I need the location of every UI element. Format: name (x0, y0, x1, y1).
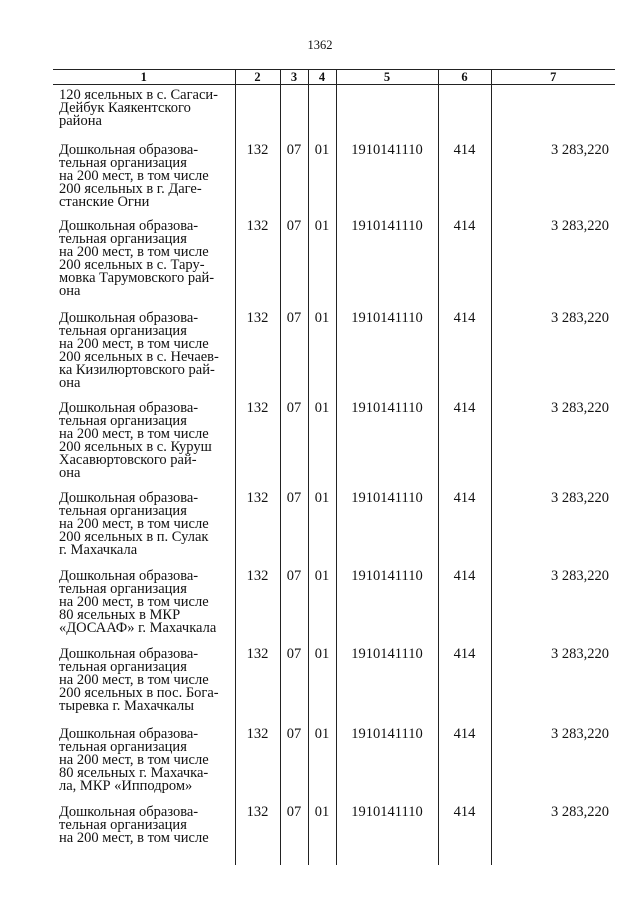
cell-section-code: 07 (280, 803, 308, 865)
cell-ministry-code: 132 (235, 217, 280, 309)
table-row (53, 489, 615, 567)
table-header-row (53, 70, 615, 85)
cell-name (53, 489, 235, 567)
cell-expense-type: 414 (438, 309, 491, 399)
cell-expense-type: 414 (438, 141, 491, 217)
header-col-7: 7 (491, 70, 615, 85)
table-row (53, 217, 615, 309)
cell-section-code: 07 (280, 645, 308, 725)
cell-ministry-code: 132 (235, 399, 280, 489)
cell-target-article: 1910141110 (336, 309, 438, 399)
cell-expense-type: 414 (438, 217, 491, 309)
cell-subsection-code: 01 (308, 567, 336, 645)
cell-ministry-code: 132 (235, 725, 280, 803)
cell-amount: 3 283,220 (491, 141, 615, 217)
organization-name: Дошкольная образова- тельная организация на 200 мест, в том числе 200 ясельных в с. Куруш Хасавюртовского рай- она (59, 399, 212, 481)
cell-subsection-code: 01 (308, 217, 336, 309)
cell-ministry-code: 132 (235, 567, 280, 645)
cell-name (53, 217, 235, 309)
cell-subsection-code: 01 (308, 141, 336, 217)
cell-subsection-code: 01 (308, 309, 336, 399)
cell-name (53, 645, 235, 725)
cell-subsection-code: 01 (308, 489, 336, 567)
cell-amount: 3 283,220 (491, 489, 615, 567)
cell-name (53, 309, 235, 399)
header-col-6: 6 (438, 70, 491, 85)
cell-section-code: 07 (280, 399, 308, 489)
cell-amount: 3 283,220 (491, 725, 615, 803)
cell-ministry-code (235, 85, 280, 141)
cell-ministry-code: 132 (235, 803, 280, 865)
cell-amount (491, 85, 615, 141)
cell-subsection-code: 01 (308, 645, 336, 725)
table-row (53, 725, 615, 803)
cell-ministry-code: 132 (235, 309, 280, 399)
cell-section-code: 07 (280, 309, 308, 399)
cell-subsection-code: 01 (308, 725, 336, 803)
cell-target-article: 1910141110 (336, 567, 438, 645)
organization-name: Дошкольная образова- тельная организация на 200 мест, в том числе (59, 803, 209, 846)
cell-ministry-code: 132 (235, 141, 280, 217)
cell-ministry-code: 132 (235, 645, 280, 725)
table-row (53, 645, 615, 725)
cell-target-article: 1910141110 (336, 803, 438, 865)
cell-section-code: 07 (280, 489, 308, 567)
organization-name: Дошкольная образова- тельная организация на 200 мест, в том числе 200 ясельных в пос. Бога- тыревка г. Махачкалы (59, 645, 219, 714)
header-col-1: 1 (53, 70, 235, 85)
cell-name (53, 567, 235, 645)
organization-name: Дошкольная образова- тельная организация на 200 мест, в том числе 200 ясельных в п. Сулак г. Махачкала (59, 489, 209, 558)
organization-name: Дошкольная образова- тельная организация на 200 мест, в том числе 200 ясельных в с. Нечаев- ка Кизилюртовского рай- она (59, 309, 219, 391)
cell-target-article: 1910141110 (336, 489, 438, 567)
header-col-3: 3 (280, 70, 308, 85)
cell-section-code (280, 85, 308, 141)
table-row (53, 309, 615, 399)
cell-amount: 3 283,220 (491, 217, 615, 309)
cell-amount: 3 283,220 (491, 567, 615, 645)
organization-name: 120 ясельных в с. Сагаси- Дейбук Каякентского района (59, 87, 218, 129)
table-row (53, 803, 615, 865)
cell-subsection-code: 01 (308, 399, 336, 489)
cell-target-article: 1910141110 (336, 725, 438, 803)
cell-name (53, 85, 235, 141)
budget-table (53, 69, 615, 865)
cell-section-code: 07 (280, 567, 308, 645)
header-col-5: 5 (336, 70, 438, 85)
cell-target-article (336, 85, 438, 141)
organization-name: Дошкольная образова- тельная организация на 200 мест, в том числе 200 ясельных в с. Тару- мовка Тарумовского рай- она (59, 217, 215, 299)
organization-name: Дошкольная образова- тельная организация на 200 мест, в том числе 80 ясельных г. Махачка- ла, МКР «Ипподром» (59, 725, 209, 794)
organization-name: Дошкольная образова- тельная организация на 200 мест, в том числе 200 ясельных в г. Даге- станские Огни (59, 141, 209, 210)
cell-target-article: 1910141110 (336, 645, 438, 725)
cell-name (53, 803, 235, 865)
table-row (53, 399, 615, 489)
cell-section-code: 07 (280, 217, 308, 309)
cell-amount: 3 283,220 (491, 399, 615, 489)
cell-target-article: 1910141110 (336, 141, 438, 217)
organization-name: Дошкольная образова- тельная организация на 200 мест, в том числе 80 ясельных в МКР «ДОСААФ» г. Махачкала (59, 567, 217, 636)
cell-amount: 3 283,220 (491, 309, 615, 399)
table-row (53, 85, 615, 141)
cell-expense-type: 414 (438, 399, 491, 489)
cell-amount: 3 283,220 (491, 803, 615, 865)
cell-ministry-code: 132 (235, 489, 280, 567)
header-col-2: 2 (235, 70, 280, 85)
cell-target-article: 1910141110 (336, 217, 438, 309)
table-row (53, 141, 615, 217)
cell-expense-type (438, 85, 491, 141)
cell-name (53, 399, 235, 489)
cell-expense-type: 414 (438, 803, 491, 865)
cell-expense-type: 414 (438, 567, 491, 645)
cell-name (53, 725, 235, 803)
cell-target-article: 1910141110 (336, 399, 438, 489)
table-row (53, 567, 615, 645)
cell-amount: 3 283,220 (491, 645, 615, 725)
cell-name (53, 141, 235, 217)
cell-subsection-code (308, 85, 336, 141)
cell-section-code: 07 (280, 725, 308, 803)
cell-section-code: 07 (280, 141, 308, 217)
cell-expense-type: 414 (438, 725, 491, 803)
table-body (53, 85, 615, 865)
cell-subsection-code: 01 (308, 803, 336, 865)
page-number: 1362 (307, 38, 333, 52)
header-col-4: 4 (308, 70, 336, 85)
cell-expense-type: 414 (438, 489, 491, 567)
cell-expense-type: 414 (438, 645, 491, 725)
